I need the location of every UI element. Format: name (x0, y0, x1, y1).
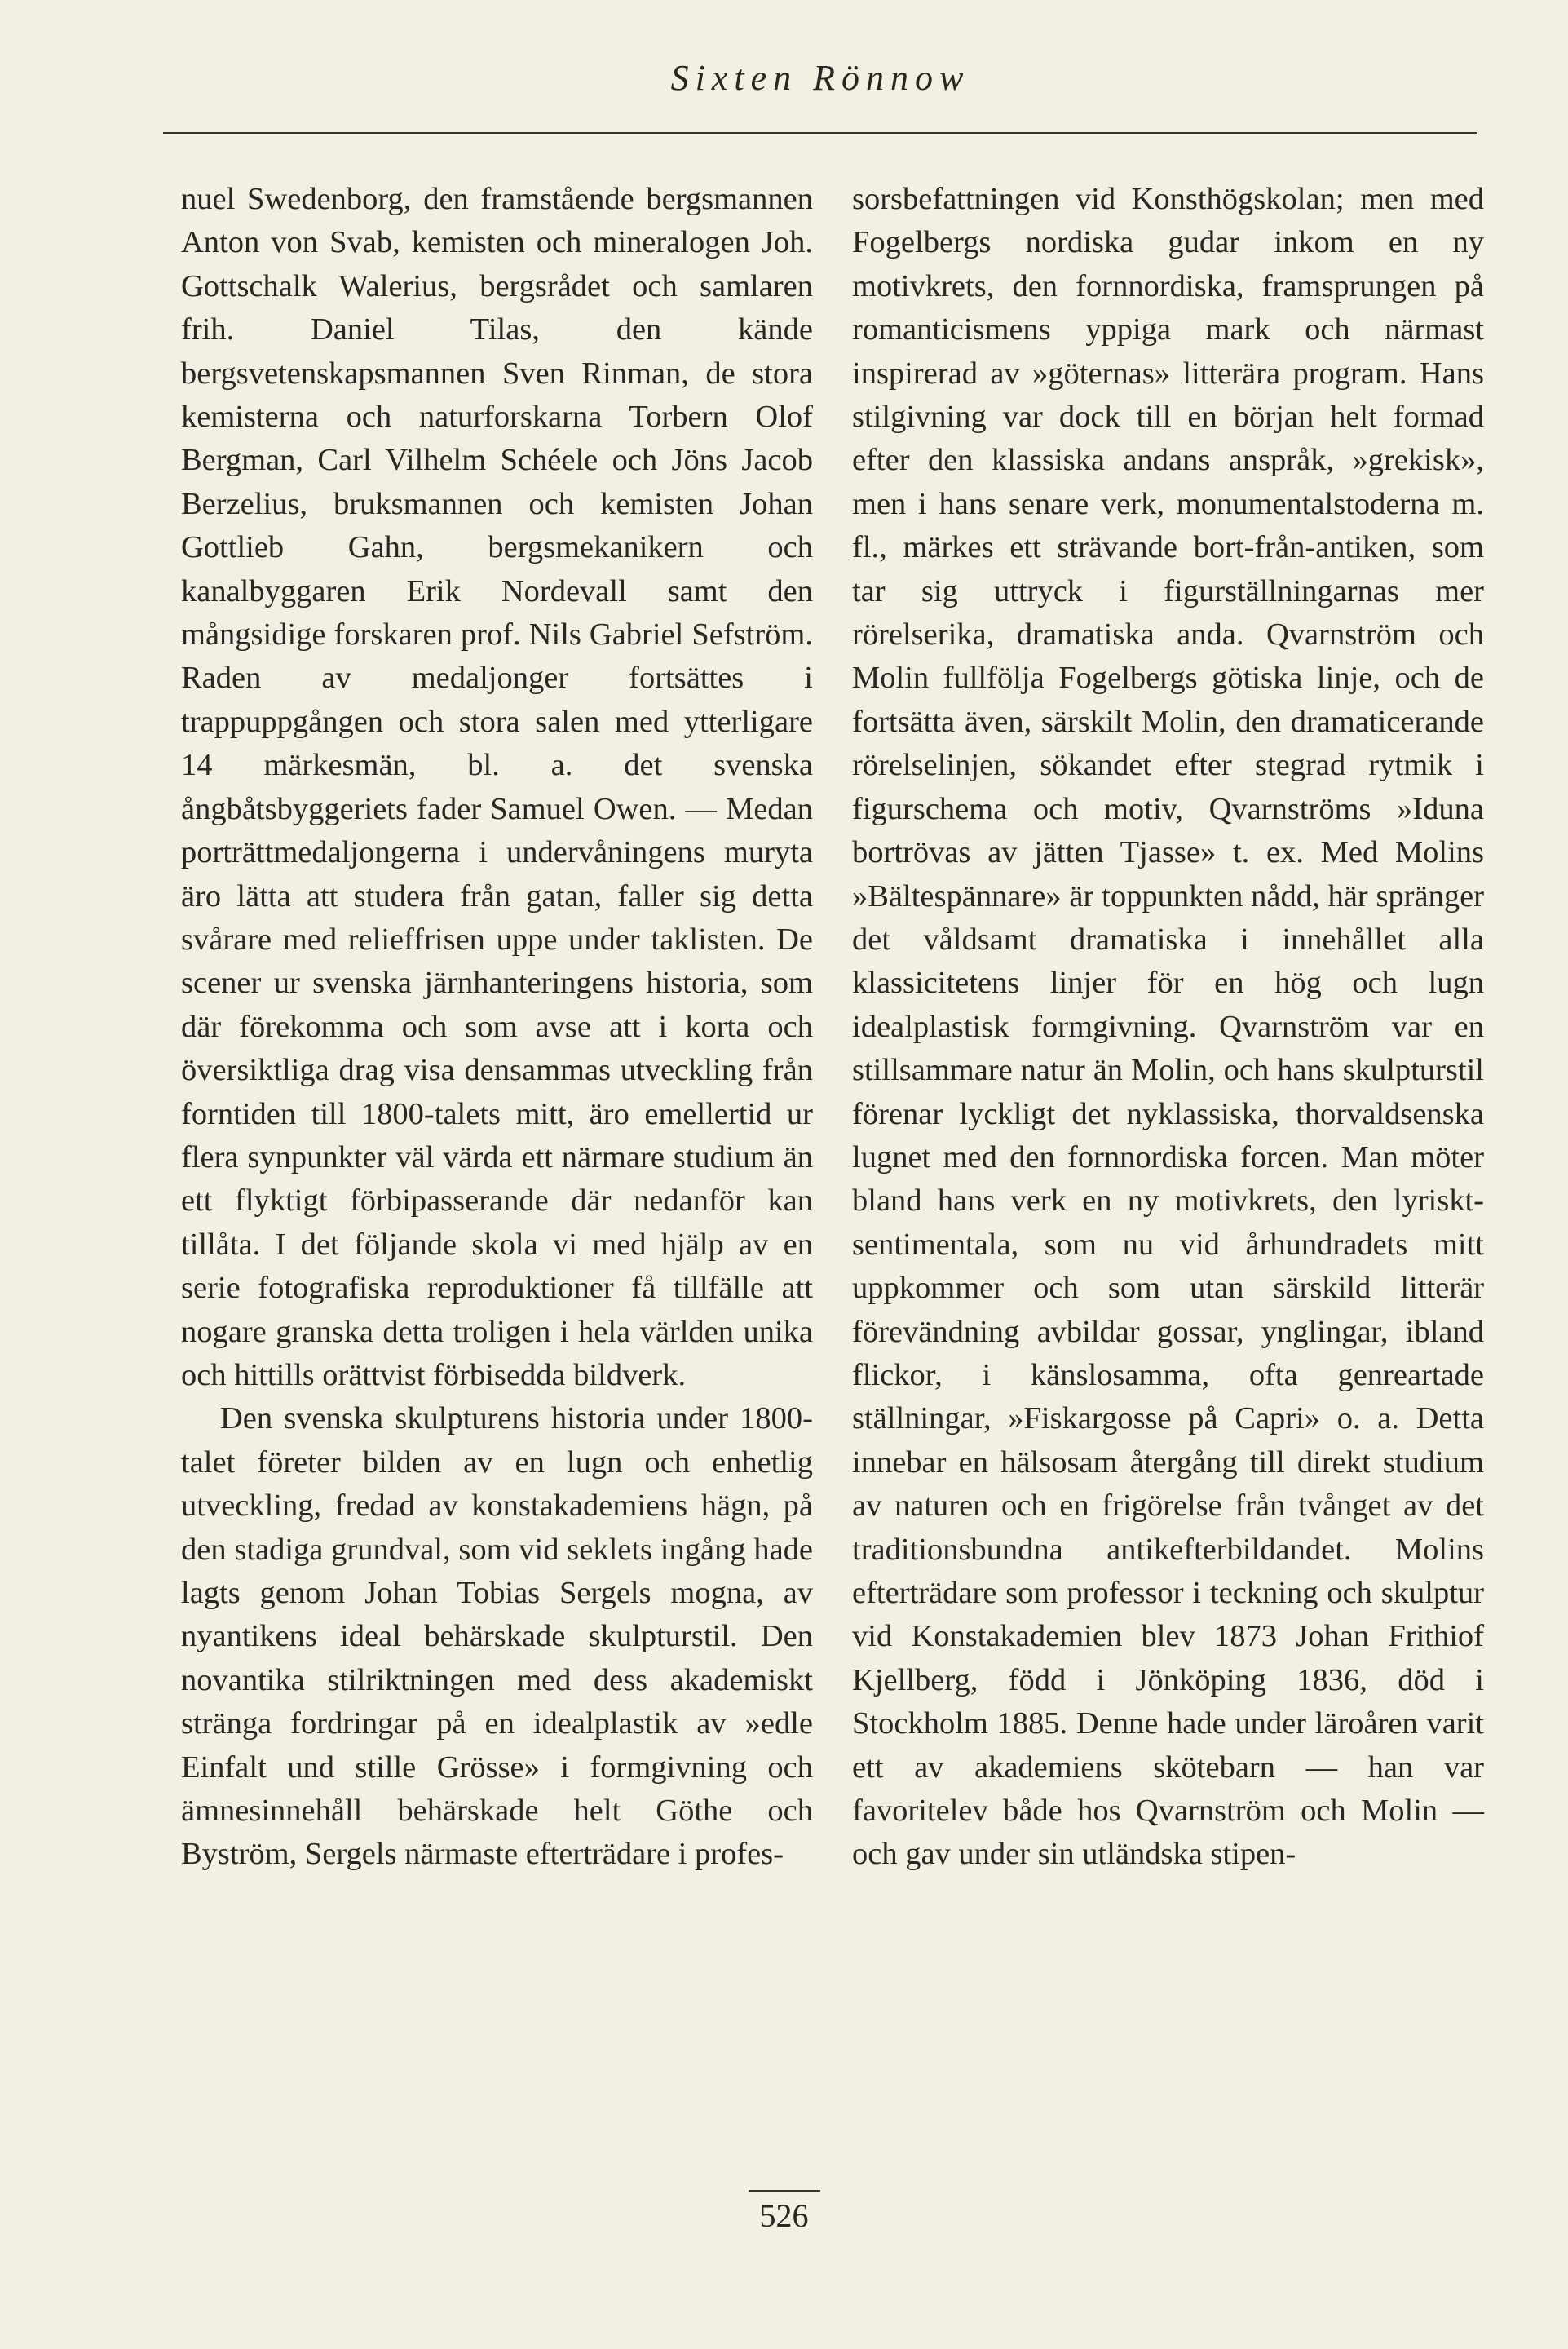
paragraph: sorsbefattningen vid Konsthögskolan; men med Fogelbergs nordiska gudar inkom en ny motivkrets, den fornnordiska, framsprungen på romanticismens yppiga mark och närmast inspirerad av »göternas» litterära program. Hans stilgivning var dock till en början helt formad efter den klassiska andans anspråk, »grekisk», men i hans senare verk, monumentalstoderna m. fl., märkes ett strävande bort-från-antiken, som tar sig uttryck i figurställningarnas mer rörelserika, dramatiska anda. Qvarnström och Molin fullfölja Fogelbergs götiska linje, och de fortsätta även, särskilt Molin, den dramaticerande rörelselinjen, sökandet efter stegrad rytmik i figurschema och motiv, Qvarnströms »Iduna bortrövas av jätten Tjasse» t. ex. Med Molins »Bältespännare» är toppunkten nådd, här spränger det våldsamt dramatiska i innehållet alla klassicitetens linjer för en hög och lugn idealplastisk formgivning. Qvarnström var en stillsammare natur än Molin, och hans skulpturstil förenar lyckligt det nyklassiska, thorvaldsenska lugnet med den fornnordiska forcen. Man möter bland hans verk en ny motivkrets, den lyriskt-sentimentala, som nu vid århundradets mitt uppkommer och som utan särskild litterär förevändning avbildar gossar, ynglingar, ibland flickor, i känslosamma, ofta genreartade ställningar, »Fiskargosse på Capri» o. a. Detta innebar en hälsosam återgång till direkt studium av naturen och en frigörelse från tvånget av det traditionsbundna antikefterbildandet. Molins efterträdare som professor i teckning och skulptur vid Konstakademien blev 1873 Johan Frithiof Kjellberg, född i Jönköping 1836, död i Stockholm 1885. Denne hade under läroåren varit ett av akademiens skötebarn — han var favoritelev både hos Qvarnström och Molin — och gav under sin utländska stipen- (852, 182, 1484, 1872)
page-header (163, 57, 1477, 139)
running-head: Sixten Rönnow (670, 58, 970, 98)
right-column (852, 178, 1484, 1877)
page-footer (0, 2190, 1568, 2235)
page-number: 526 (749, 2190, 820, 2235)
paragraph: nuel Swedenborg, den framstående bergsmannen Anton von Svab, kemisten och mineralogen Joh. Gottschalk Walerius, bergsrådet och samlaren frih. Daniel Tilas, den kände bergsvetenskapsmannen Sven Rinman, de stora kemisterna och naturforskarna Torbern Olof Bergman, Carl Vilhelm Schéele och Jöns Jacob Berzelius, bruksmannen och kemisten Johan Gottlieb Gahn, bergsmekanikern och kanalbyggaren Erik Nordevall samt den mångsidige forskaren prof. Nils Gabriel Sefström. Raden av medaljonger fortsättes i trappuppgången och stora salen med ytterligare 14 märkesmän, bl. a. det svenska ångbåtsbyggeriets fader Samuel Owen. — Medan porträttmedaljongerna i undervåningens muryta äro lätta att studera från gatan, faller sig detta svårare med relieffrisen uppe under taklisten. De scener ur svenska järnhanteringens historia, som där förekomma och som avse att i korta och översiktliga drag visa densammas utveckling från forntiden till 1800-talets mitt, äro emellertid ur flera synpunkter väl värda ett närmare studium än ett flyktigt förbipasserande där nedanför kan tillåta. I det följande skola vi med hjälp av en serie fotografiska reproduktioner få tillfälle att nogare granska detta troligen i hela världen unika och hittills orättvist förbisedda bildverk. (181, 182, 813, 1392)
left-column (181, 178, 813, 1877)
paragraph: Den svenska skulpturens historia under 1800-talet företer bilden av en lugn och enhetlig utveckling, fredad av konstakademiens hägn, på den stadiga grundval, som vid seklets ingång hade lagts genom Johan Tobias Sergels mogna, av nyantikens ideal behärskade skulpturstil. Den novantika stilriktningen med dess akademiskt stränga fordringar på en idealplastik av »edle Einfalt und stille Grösse» i formgivning och ämnesinnehåll behärskade helt Göthe och Byström, Sergels närmaste efterträdare i profes- (181, 1401, 813, 1872)
header-rule (163, 132, 1477, 134)
